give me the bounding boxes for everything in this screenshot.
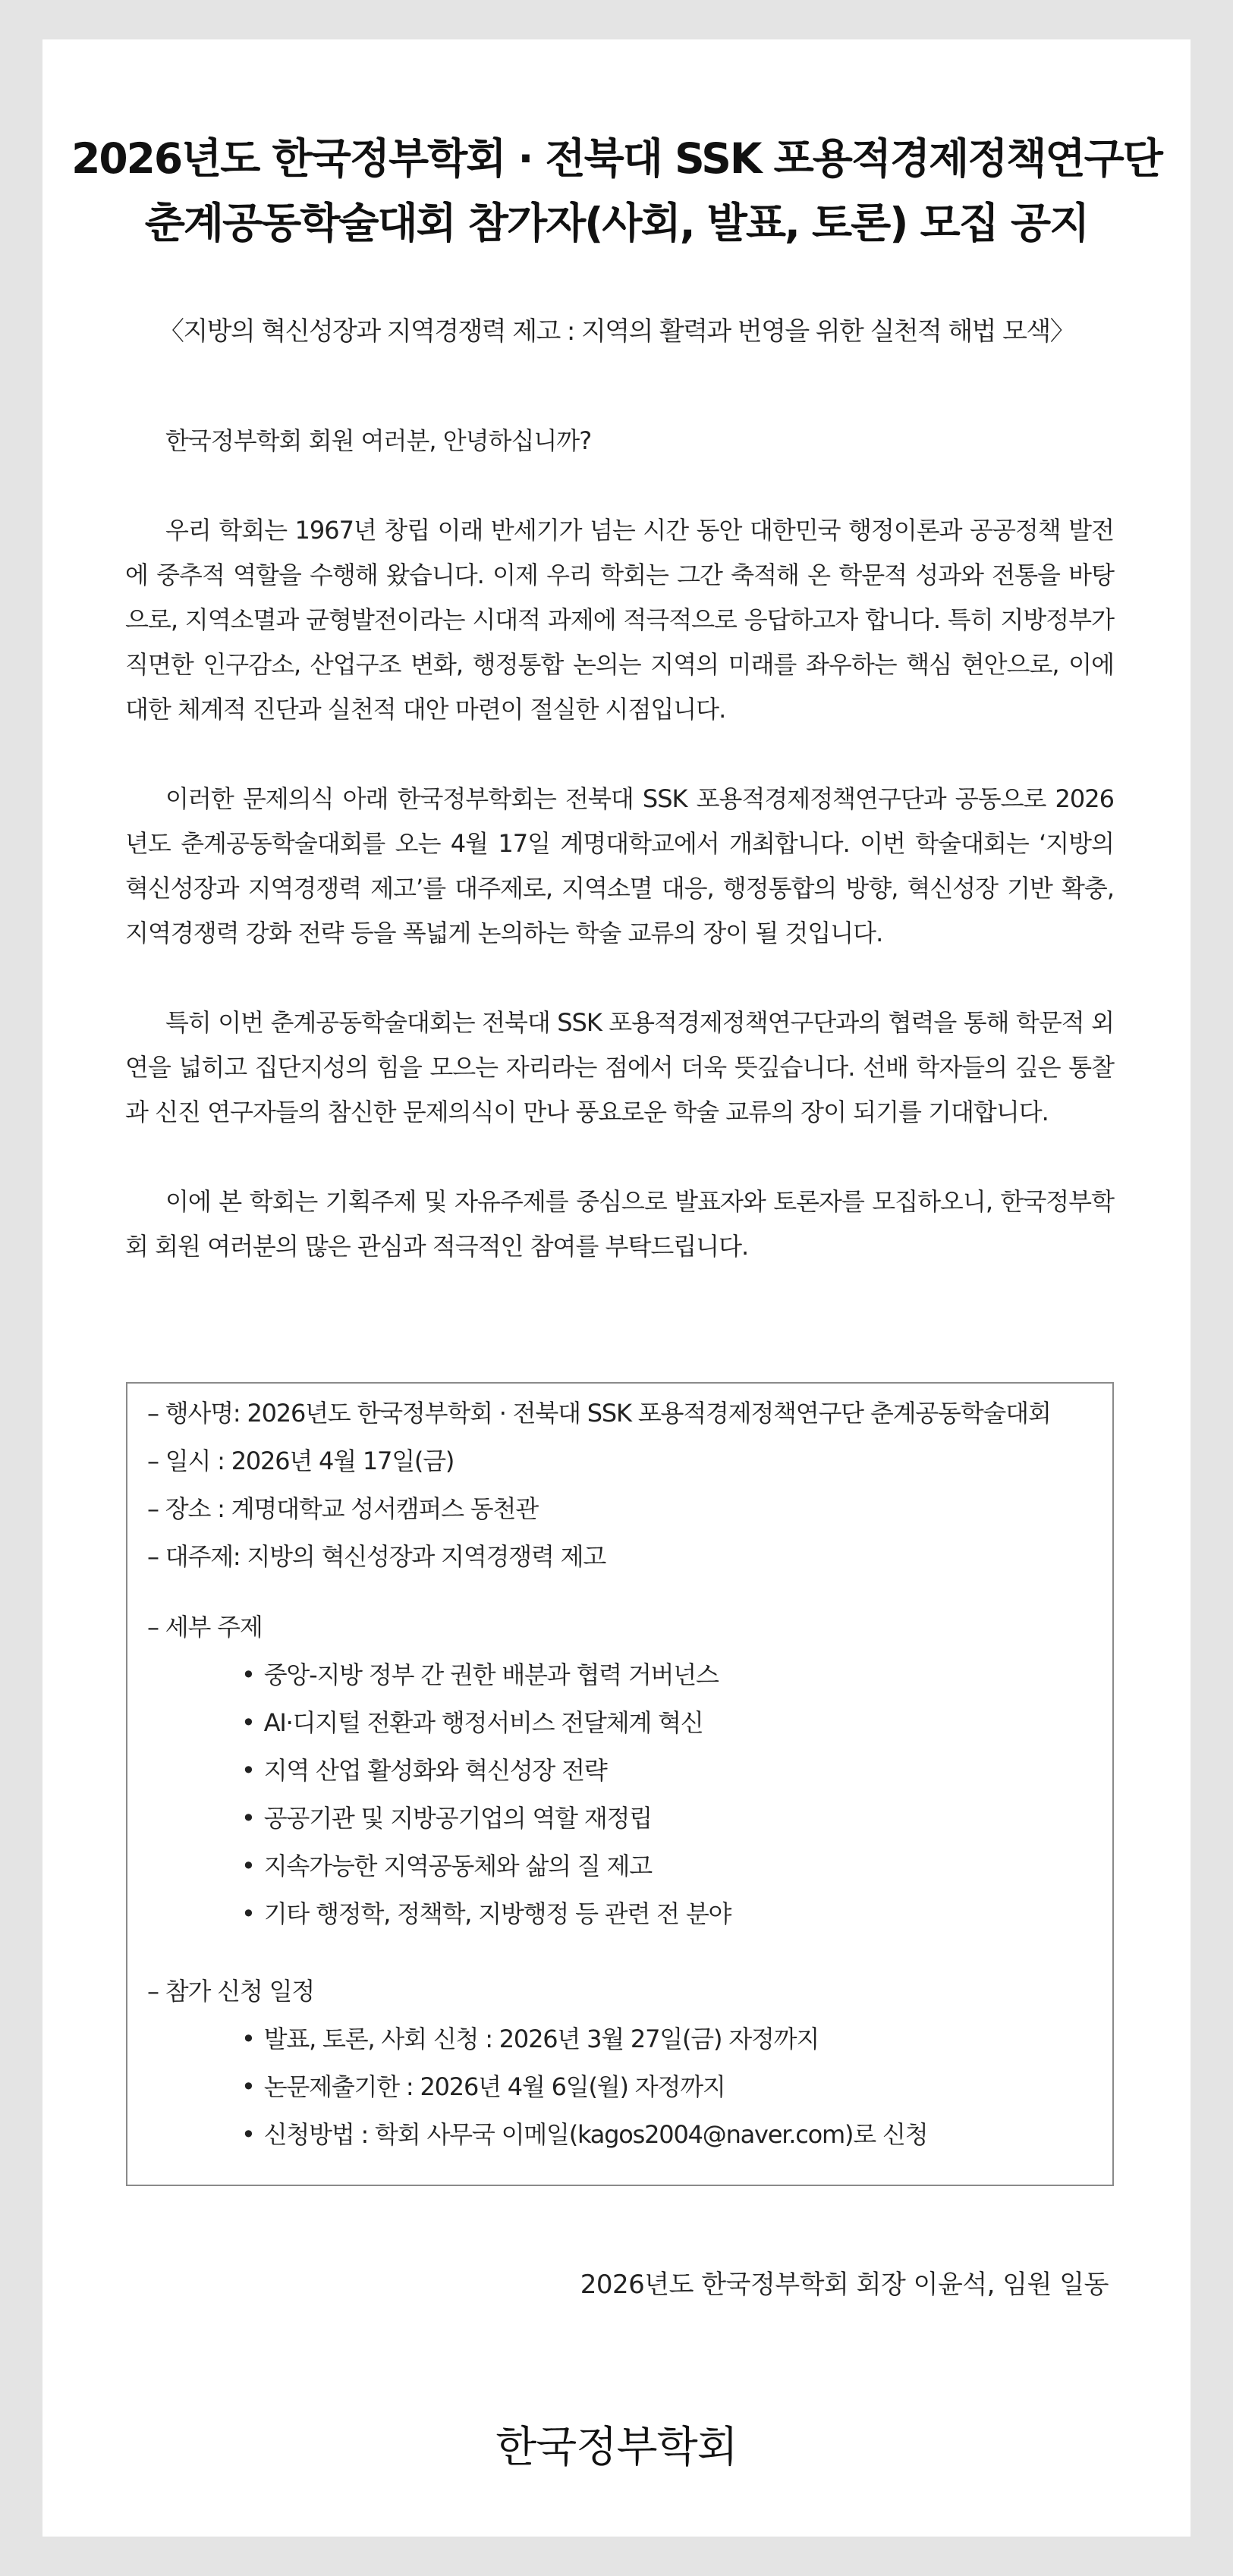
bullet-icon: • [241, 2072, 255, 2101]
bullet-icon: • [241, 1804, 255, 1833]
bullet-icon: • [241, 1756, 255, 1785]
body-paragraph: 특히 이번 춘계공동학술대회는 전북대 SSK 포용적경제정책연구단과의 협력을 통해 학문적 외연을 넓히고 집단지성의 힘을 모으는 자리라는 점에서 더욱 뜻깊습니다. 선배 학자들의 깊은 통찰과 신진 연구자들의 참신한 문제의식이 만나 풍요로운 학술 교류의 장이 되기를 기대합니다. [125, 1008, 1114, 1126]
bullet-icon: • [241, 1899, 255, 1928]
topic-item: • 지속가능한 지역공동체와 삶의 질 제고 [241, 1842, 652, 1890]
topic-item: • AI·디지털 전환과 행정서비스 전달체계 혁신 [241, 1699, 703, 1747]
event-name: – 행사명: 2026년도 한국정부학회 · 전북대 SSK 포용적경제정책연구단 춘계공동학술대회 [147, 1399, 1051, 1428]
topics-heading: – 세부 주제 [147, 1613, 263, 1641]
bullet-icon: • [241, 1852, 255, 1880]
title-line-2: 춘계공동학술대회 참가자(사회, 발표, 토론) 모집 공지 [144, 199, 1089, 247]
schedule-heading: – 참가 신청 일정 [147, 1977, 314, 2006]
signer-line: 2026년도 한국정부학회 회장 이윤석, 임원 일동 [580, 2270, 1109, 2300]
greeting-paragraph: 한국정부학회 회원 여러분, 안녕하십니까? [165, 426, 592, 455]
organization-name: 한국정부학회 [495, 2423, 738, 2472]
topic-item: • 기타 행정학, 정책학, 지방행정 등 관련 전 분야 [241, 1890, 731, 1938]
notice-subtitle: 〈지방의 혁신성장과 지역경쟁력 제고 : 지역의 활력과 번영을 위한 실천적 해법 모색〉 [159, 316, 1074, 347]
event-info-box [126, 1382, 1114, 2186]
bullet-icon: • [241, 1660, 255, 1689]
topic-item: • 중앙-지방 정부 간 권한 배분과 협력 거버넌스 [241, 1651, 719, 1699]
schedule-item: • 논문제출기한 : 2026년 4월 6일(월) 자정까지 [241, 2063, 725, 2111]
title-line-1: 2026년도 한국정부학회 · 전북대 SSK 포용적경제정책연구단 [71, 134, 1162, 183]
event-date: – 일시 : 2026년 4월 17일(금) [147, 1447, 455, 1475]
notice-sheet [42, 39, 1191, 2537]
body-paragraph: 이러한 문제의식 아래 한국정부학회는 전북대 SSK 포용적경제정책연구단과 공동으로 2026년도 춘계공동학술대회를 오는 4월 17일 계명대학교에서 개최합니다. 이번 학술대회는 ‘지방의 혁신성장과 지역경쟁력 제고’를 대주제로, 지역소멸 대응, 행정통합의 방향, 혁신성장 기반 확충, 지역경쟁력 강화 전략 등을 폭넓게 논의하는 학술 교류의 장이 될 것입니다. [125, 784, 1114, 947]
body-paragraph: 이에 본 학회는 기획주제 및 자유주제를 중심으로 발표자와 토론자를 모집하오니, 한국정부학회 회원 여러분의 많은 관심과 적극적인 참여를 부탁드립니다. [125, 1187, 1114, 1261]
schedule-item: • 신청방법 : 학회 사무국 이메일(kagos2004@naver.com)로 신청 [241, 2111, 927, 2159]
schedule-item: • 발표, 토론, 사회 신청 : 2026년 3월 27일(금) 자정까지 [241, 2015, 819, 2063]
bullet-icon: • [241, 2120, 255, 2149]
body-paragraph: 우리 학회는 1967년 창립 이래 반세기가 넘는 시간 동안 대한민국 행정이론과 공공정책 발전에 중추적 역할을 수행해 왔습니다. 이제 우리 학회는 그간 축적해 온 학문적 성과와 전통을 바탕으로, 지역소멸과 균형발전이라는 시대적 과제에 적극적으로 응답하고자 합니다. 특히 지방정부가 직면한 인구감소, 산업구조 변화, 행정통합 논의는 지역의 미래를 좌우하는 핵심 현안으로, 이에 대한 체계적 진단과 실천적 대안 마련이 절실한 시점입니다. [125, 516, 1114, 724]
notice-body [125, 419, 1114, 1269]
topic-item: • 지역 산업 활성화와 혁신성장 전략 [241, 1747, 607, 1795]
bullet-icon: • [241, 1708, 255, 1737]
notice-title [42, 127, 1191, 256]
event-place: – 장소 : 계명대학교 성서캠퍼스 동천관 [147, 1494, 538, 1523]
bullet-icon: • [241, 2025, 255, 2053]
event-theme: – 대주제: 지방의 혁신성장과 지역경쟁력 제고 [147, 1542, 606, 1571]
topic-item: • 공공기관 및 지방공기업의 역할 재정립 [241, 1795, 652, 1842]
